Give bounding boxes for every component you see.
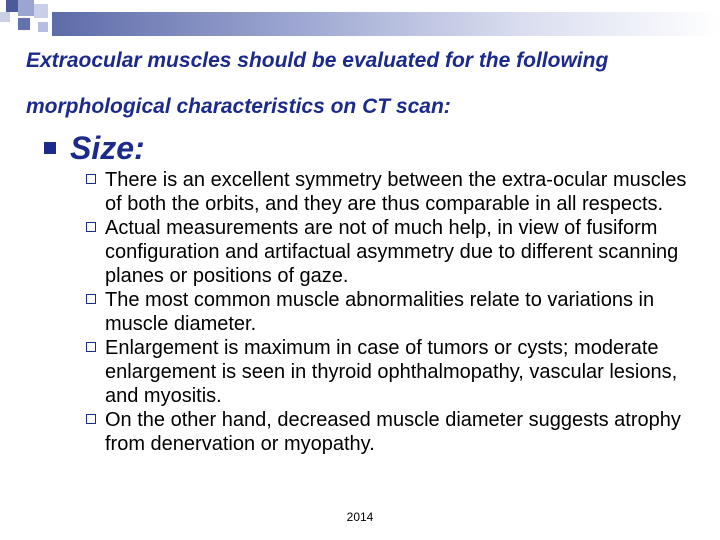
sub-bullet-item <box>84 336 694 408</box>
hollow-square-bullet-icon <box>86 414 96 424</box>
hollow-square-bullet-icon <box>86 174 96 184</box>
decorative-square <box>38 22 48 32</box>
decorative-square <box>18 18 30 30</box>
decorative-square <box>34 4 48 18</box>
sub-bullet-text: The most common muscle abnormalities relate to variations in muscle diameter. <box>105 289 655 335</box>
sub-bullet-text: Actual measurements are not of much help, in view of fusiform configuration and artifactual asymmetry due to different scanning planes or positions of gaze. <box>105 217 679 287</box>
sub-bullet-item <box>84 168 694 216</box>
header-gradient-bar <box>52 12 720 36</box>
decorative-square <box>18 0 34 16</box>
filled-square-bullet-icon <box>44 142 56 154</box>
sub-bullet-text: There is an excellent symmetry between the extra-ocular muscles of both the orbits, and they are thus comparable in all respects. <box>105 169 687 215</box>
sub-bullet-text: Enlargement is maximum in case of tumors or cysts; moderate enlargement is seen in thyroid ophthalmopathy, vascular lesions, and myositis. <box>105 337 678 407</box>
sub-bullet-item <box>84 216 694 288</box>
hollow-square-bullet-icon <box>86 222 96 232</box>
sub-bullet-list <box>84 168 694 456</box>
sub-bullet-item <box>84 288 694 336</box>
hollow-square-bullet-icon <box>86 294 96 304</box>
slide-title-line-1: Extraocular muscles should be evaluated for the following <box>26 49 609 72</box>
main-bullet-item <box>44 126 145 170</box>
main-bullet-label: Size: <box>70 129 145 166</box>
decorative-square <box>6 0 18 12</box>
sub-bullet-text: On the other hand, decreased muscle diameter suggests atrophy from denervation or myopathy. <box>105 409 681 455</box>
decorative-square <box>0 12 10 22</box>
sub-bullet-item <box>84 408 694 456</box>
slide-title <box>26 38 716 130</box>
slide-title-line-2: morphological characteristics on CT scan: <box>26 95 451 118</box>
footer-year: 2014 <box>346 510 374 524</box>
hollow-square-bullet-icon <box>86 342 96 352</box>
